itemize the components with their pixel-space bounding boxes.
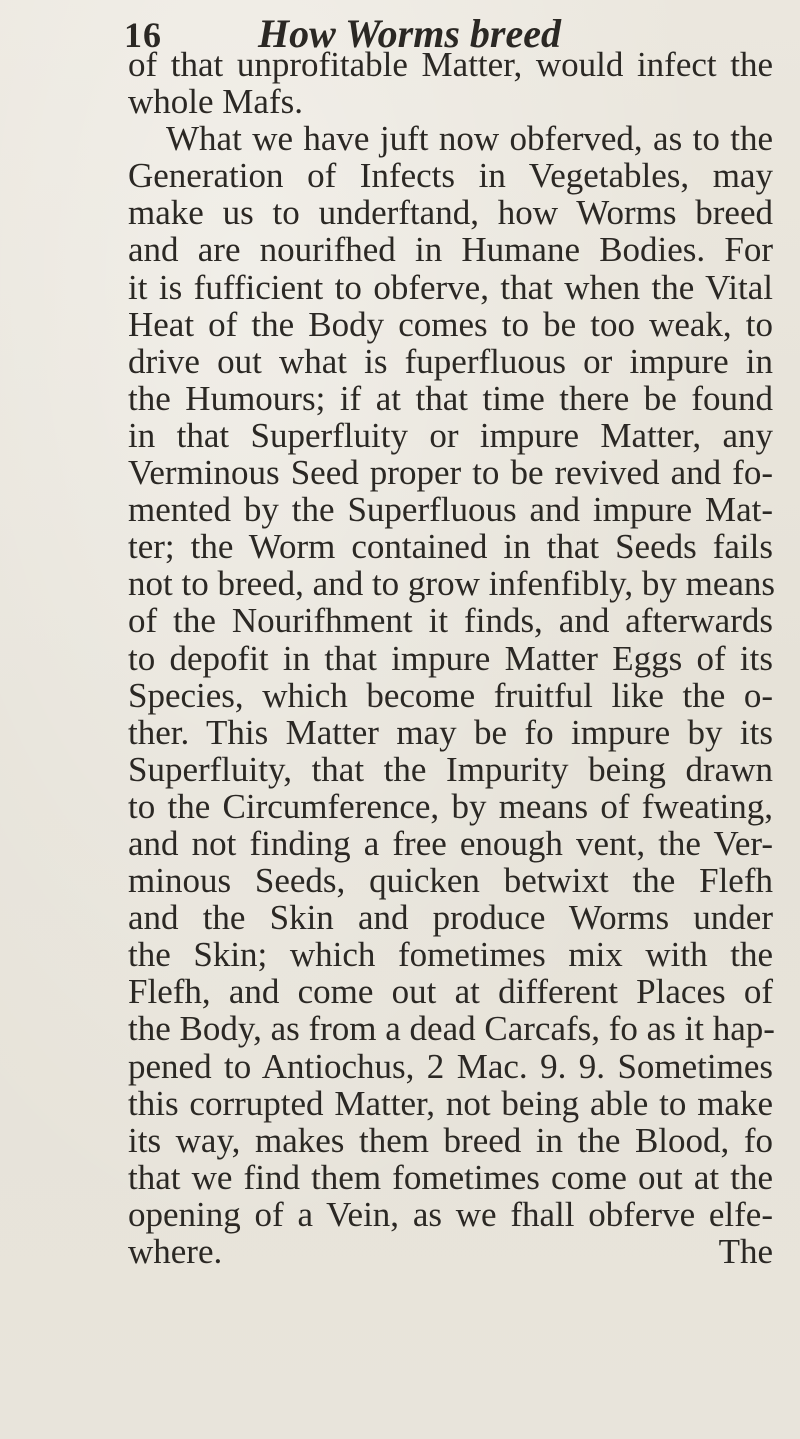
text-line: the Humours; if at that time there be found xyxy=(128,378,773,418)
text-line: not to breed, and to grow infenfibly, by means xyxy=(128,564,776,604)
text-line: make us to underftand, how Worms breed xyxy=(128,193,773,233)
text-line: this corrupted Matter, not being able to make xyxy=(128,1083,773,1123)
text-line: What we have juft now obferved, as to the xyxy=(166,119,773,159)
text-line: Verminous Seed proper to be revived and fo- xyxy=(128,453,773,493)
text-line: the Body, as from a dead Carcafs, fo as it hap- xyxy=(128,1009,775,1049)
text-line: minous Seeds, quicken betwixt the Flefh xyxy=(128,861,773,901)
text-line: mented by the Superfluous and impure Mat- xyxy=(128,490,773,530)
text-line: that we find them fometimes come out at the xyxy=(128,1157,773,1197)
text-line: in that Superfluity or impure Matter, any xyxy=(128,415,773,455)
text-line: the Skin; which fometimes mix with the xyxy=(128,935,773,975)
text-line: to the Circumference, by means of fweating, xyxy=(128,786,773,826)
text-line: where. xyxy=(128,1232,223,1271)
text-line: its way, makes them breed in the Blood, fo xyxy=(128,1120,773,1160)
catchword: The xyxy=(718,1232,773,1271)
text-line: whole Mafs. xyxy=(128,82,303,122)
text-line: ter; the Worm contained in that Seeds fails xyxy=(128,527,773,567)
text-line: of the Nourifhment it finds, and afterwards xyxy=(128,601,773,641)
text-line: pened to Antiochus, 2 Mac. 9. 9. Sometimes xyxy=(128,1046,773,1086)
text-line: and not finding a free enough vent, the Ver- xyxy=(128,823,773,863)
text-line: Heat of the Body comes to be too weak, to xyxy=(128,304,773,344)
text-line: and are nourifhed in Humane Bodies. For xyxy=(128,230,773,270)
text-line: of that unprofitable Matter, would infect the xyxy=(128,45,773,84)
text-line: to depofit in that impure Matter Eggs of its xyxy=(128,638,773,678)
text-line: it is fufficient to obferve, that when the Vital xyxy=(128,267,773,307)
text-line: opening of a Vein, as we fhall obferve elfe- xyxy=(128,1194,773,1234)
final-line xyxy=(128,1233,773,1270)
text-line: drive out what is fuperfluous or impure in xyxy=(128,341,773,381)
text-line: and the Skin and produce Worms under xyxy=(128,898,773,938)
text-line: Superfluity, that the Impurity being drawn xyxy=(128,749,773,789)
text-line: Flefh, and come out at different Places of xyxy=(128,972,773,1012)
running-title: How Worms breed xyxy=(258,11,561,56)
text-line: Species, which become fruitful like the o- xyxy=(128,675,773,715)
body-text xyxy=(128,45,776,1271)
page-number: 16 xyxy=(124,15,162,55)
text-line: Generation of Infects in Vegetables, may xyxy=(128,156,773,196)
text-line: ther. This Matter may be fo impure by its xyxy=(128,712,773,752)
